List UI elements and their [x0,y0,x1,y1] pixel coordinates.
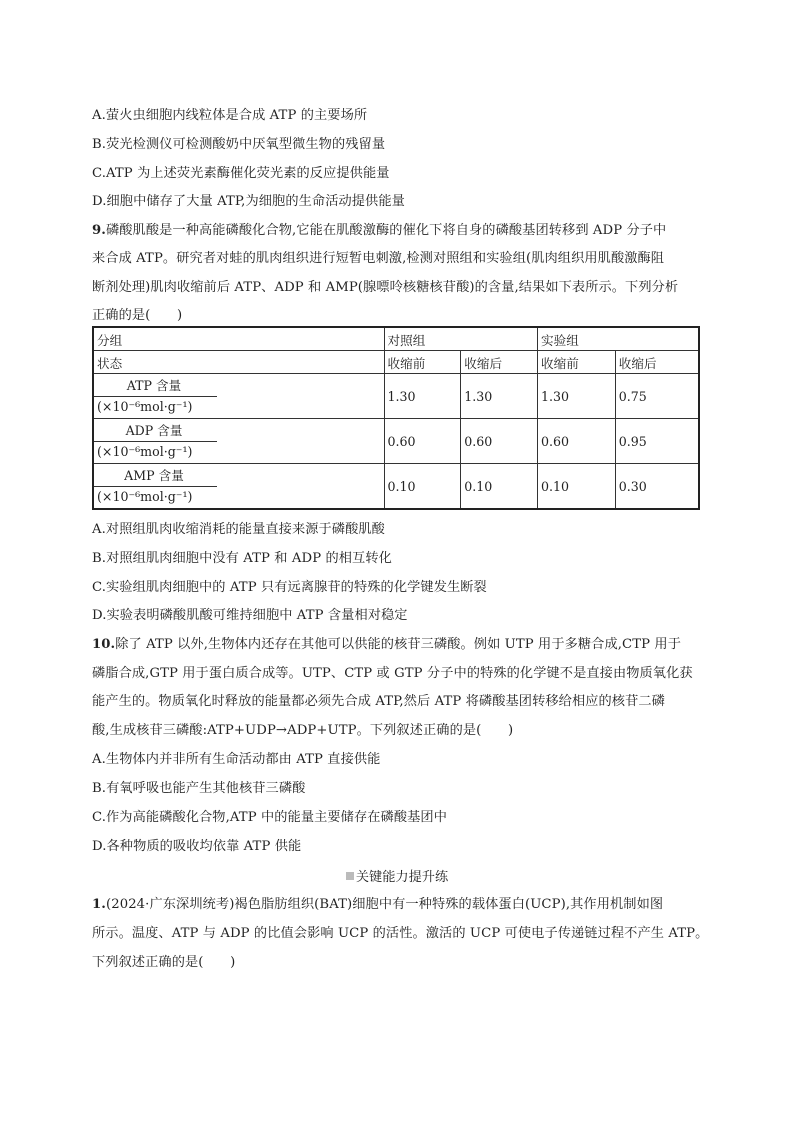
unit-label: (×10⁻⁶mol·g⁻¹) [94,441,217,462]
table-header-control-before: 收缩前 [384,351,461,374]
q1-stem-line-2: 所示。温度、ATP 与 ADP 的比值会影响 UCP 的活性。激活的 UCP 可使电子传递链过程不产生 ATP。 [92,926,709,941]
q10-option-b: B.有氧呼吸也能产生其他核苷三磷酸 [92,781,306,796]
table-row [93,464,699,510]
table-row [93,419,699,464]
table-cell: 0.60 [461,419,538,464]
q10-stem-line-3: 能产生的。物质氧化时释放的能量都必须先合成 ATP,然后 ATP 将磷酸基团转移给相应的核苷二磷 [92,694,665,709]
q9-stem-line-4: 正确的是( ) [92,308,183,323]
q1-number: 1. [92,897,106,912]
q9-option-a: A.对照组肌肉收缩消耗的能量直接来源于磷酸肌酸 [92,522,385,537]
q10-option-d: D.各种物质的吸收均依靠 ATP 供能 [92,839,302,854]
table-row [93,374,699,419]
q9-option-d: D.实验表明磷酸肌酸可维持细胞中 ATP 含量相对稳定 [92,608,408,623]
table-cell: 0.60 [384,419,461,464]
q1-stem-line-1: 1.(2024·广东深圳统考)褐色脂肪组织(BAT)细胞中有一种特殊的载体蛋白(UCP),其作用机制如图 [92,897,664,912]
q1-stem-line-3: 下列叙述正确的是( ) [92,955,236,970]
table-cell: 0.60 [538,419,616,464]
unit-label: (×10⁻⁶mol·g⁻¹) [94,486,217,507]
prev-option-d: D.细胞中储存了大量 ATP,为细胞的生命活动提供能量 [92,194,405,209]
table-cell: 1.30 [538,374,616,419]
unit-label: (×10⁻⁶mol·g⁻¹) [94,396,217,417]
q9-stem-line-3: 断剂处理)肌肉收缩前后 ATP、ADP 和 AMP(腺嘌呤核糖核苷酸)的含量,结果如下表所示。下列分析 [92,280,679,295]
table-cell: 0.75 [615,374,699,419]
table-row-label: ADP 含量 (×10⁻⁶mol·g⁻¹) [93,419,384,464]
table-header-control-after: 收缩后 [461,351,538,374]
q10-stem-line-2: 磷脂合成,GTP 用于蛋白质合成等。UTP、CTP 或 GTP 分子中的特殊的化学键不是直接由物质氧化获 [92,666,693,681]
q10-number: 10. [92,637,116,652]
table-cell: 1.30 [461,374,538,419]
table-header-experiment-after: 收缩后 [615,351,699,374]
q9-option-b: B.对照组肌肉细胞中没有 ATP 和 ADP 的相互转化 [92,551,392,566]
table-header-experiment-before: 收缩前 [538,351,616,374]
q9-data-table [92,326,700,510]
table-header-row-state [93,351,699,374]
table-cell: 0.95 [615,419,699,464]
table-cell: 1.30 [384,374,461,419]
table-cell: 0.10 [538,464,616,510]
prev-option-c: C.ATP 为上述荧光素酶催化荧光素的反应提供能量 [92,166,390,181]
table-header-row-group [93,327,699,351]
table-header-group: 分组 [93,327,384,351]
table-row-label: ATP 含量 (×10⁻⁶mol·g⁻¹) [93,374,384,419]
table-header-control: 对照组 [384,327,538,351]
section-title: 关键能力提升练 [355,870,449,885]
q10-stem-line-4: 酸,生成核苷三磷酸:ATP+UDP→ADP+UTP。下列叙述正确的是( ) [92,723,514,738]
table-header-state: 状态 [93,351,384,374]
table-cell: 0.10 [384,464,461,510]
table-header-experiment: 实验组 [538,327,699,351]
q10-option-a: A.生物体内并非所有生命活动都由 ATP 直接供能 [92,752,381,767]
q9-stem-line-2: 来合成 ATP。研究者对蛙的肌肉组织进行短暂电刺激,检测对照组和实验组(肌肉组织用肌酸激酶阻 [92,251,665,266]
q9-number: 9. [92,223,106,238]
q10-stem-line-1: 10.除了 ATP 以外,生物体内还存在其他可以供能的核苷三磷酸。例如 UTP 用于多糖合成,CTP 用于 [92,637,681,652]
q9-stem-line-1: 9.磷酸肌酸是一种高能磷酸化合物,它能在肌酸激酶的催化下将自身的磷酸基团转移到 ADP 分子中 [92,223,667,238]
section-marker-icon [346,872,354,880]
section-heading [0,866,794,885]
table-cell: 0.30 [615,464,699,510]
prev-option-a: A.萤火虫细胞内线粒体是合成 ATP 的主要场所 [92,108,368,123]
table-cell: 0.10 [461,464,538,510]
q9-option-c: C.实验组肌肉细胞中的 ATP 只有远离腺苷的特殊的化学键发生断裂 [92,580,487,595]
q10-option-c: C.作为高能磷酸化合物,ATP 中的能量主要储存在磷酸基团中 [92,810,447,825]
table-row-label: AMP 含量 (×10⁻⁶mol·g⁻¹) [93,464,384,510]
prev-option-b: B.荧光检测仪可检测酸奶中厌氧型微生物的残留量 [92,137,386,152]
